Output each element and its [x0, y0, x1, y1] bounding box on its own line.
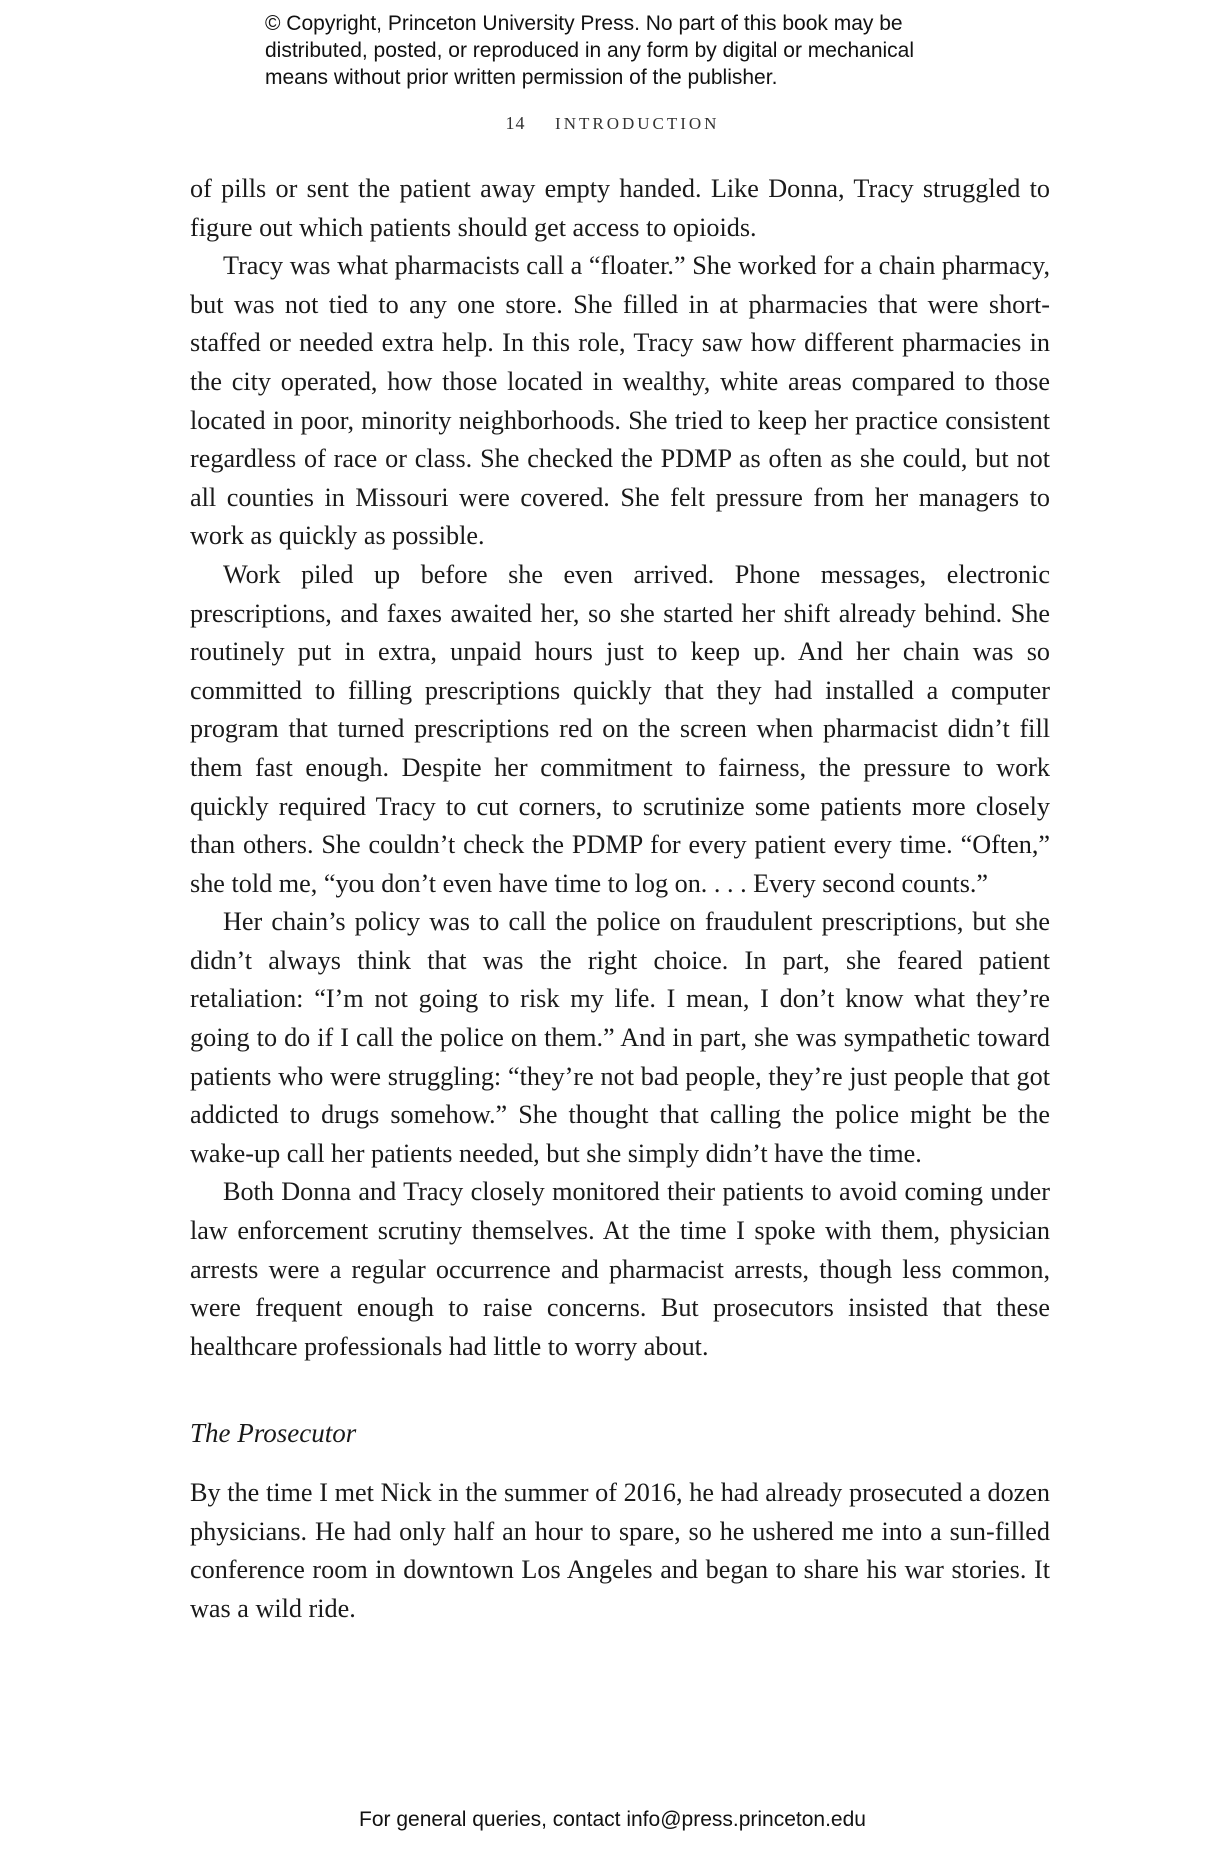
paragraph: Work piled up before she even arrived. Phone messages, electronic prescriptions, and faxes awaited her, so she started her shift already behind. She routinely put in extra, unpaid hours just to keep up. And her chain was so committed to filling prescriptions quickly that they had installed a computer program that turned prescriptions red on the screen when pharmacist didn’t fill them fast enough. Despite her commitment to fairness, the pressure to work quickly required Tracy to cut corners, to scrutinize some patients more closely than others. She couldn’t check the PDMP for every patient every time. “Often,” she told me, “you don’t even have time to log on. . . . Every second counts.” [190, 559, 1050, 898]
page-number: 14 [505, 113, 526, 133]
running-head [0, 113, 1225, 134]
copyright-line: means without prior written permission of the publisher. [265, 66, 778, 89]
paragraph: Both Donna and Tracy closely monitored their patients to avoid coming under law enforcement scrutiny themselves. At the time I spoke with them, physician arrests were a regular occurrence and pharmacist arrests, though less common, were frequent enough to raise concerns. But prosecutors insisted that these healthcare professionals had little to worry about. [190, 1177, 1050, 1361]
paragraph: By the time I met Nick in the summer of 2016, he had already prosecuted a dozen physicians. He had only half an hour to spare, so he ushered me into a sun-filled conference room in downtown Los Angeles and began to share his war stories. It was a wild ride. [190, 1478, 1050, 1623]
body-text [190, 170, 1050, 1628]
paragraph: Tracy was what pharmacists call a “floater.” She worked for a chain pharmacy, but was not tied to any one store. She filled in at pharmacies that were short-staffed or needed extra help. In this role, Tracy saw how different pharmacies in the city operated, how those located in wealthy, white areas compared to those located in poor, minority neighborhoods. She tried to keep her practice consistent regardless of race or class. She checked the PDMP as often as she could, but not all counties in Missouri were covered. She felt pressure from her managers to work as quickly as possible. [190, 251, 1050, 551]
copyright-line: © Copyright, Princeton University Press. No part of this book may be [265, 12, 903, 35]
section-title: INTRODUCTION [555, 114, 720, 133]
paragraph: Her chain’s policy was to call the police on fraudulent prescriptions, but she didn’t always think that was the right choice. In part, she feared patient retaliation: “I’m not going to risk my life. I mean, I don’t know what they’re going to do if I call the police on them.” And in part, she was sympathetic toward patients who were struggling: “they’re not bad people, they’re just people that got addicted to drugs somehow.” She thought that calling the police might be the wake-up call her patients needed, but she simply didn’t have the time. [190, 907, 1050, 1168]
copyright-line: distributed, posted, or reproduced in any form by digital or mechanical [265, 39, 915, 62]
footer-contact: For general queries, contact info@press.princeton.edu [359, 1808, 866, 1831]
paragraph: of pills or sent the patient away empty handed. Like Donna, Tracy struggled to figure out which patients should get access to opioids. [190, 174, 1050, 242]
copyright-notice [265, 10, 1025, 91]
section-subheading: The Prosecutor [190, 1418, 357, 1449]
